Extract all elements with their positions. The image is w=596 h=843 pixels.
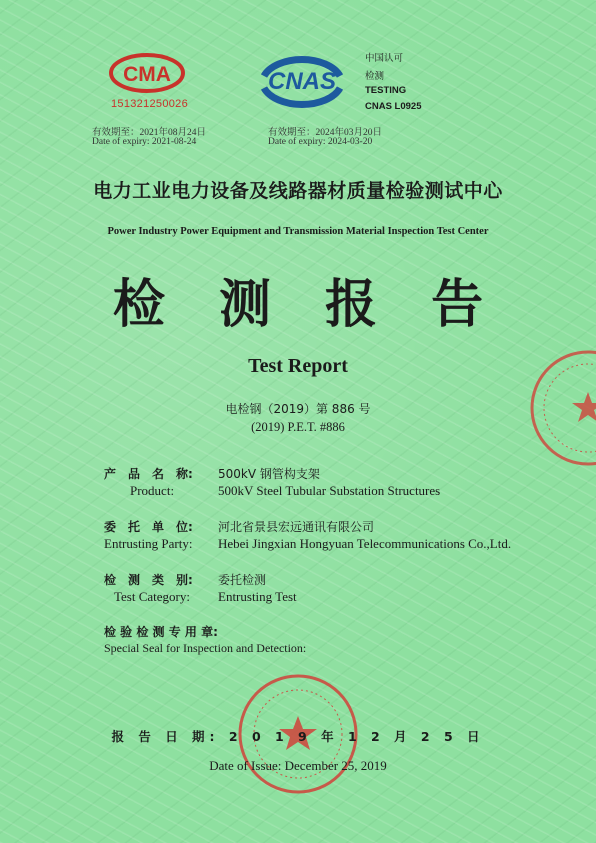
cnas-line-1: 中国认可 bbox=[365, 53, 404, 64]
org-name-en: Power Industry Power Equipment and Transmission Material Inspection Test Center bbox=[107, 226, 489, 237]
cma-number: 151321250026 bbox=[111, 98, 189, 110]
cma-logo-text: CMA bbox=[123, 63, 171, 86]
issue-date-cn: 报 告 日 期: 2 0 1 9 年 1 2 月 2 5 日 bbox=[111, 729, 485, 744]
report-title-en: Test Report bbox=[248, 355, 348, 377]
entrusting-party-label-cn: 委 托 单 位: bbox=[104, 520, 193, 534]
report-number-cn: 电检钢（2019）第 886 号 bbox=[225, 402, 371, 416]
org-name-cn: 电力工业电力设备及线路器材质量检验测试中心 bbox=[93, 180, 503, 202]
entrusting-party-value-en: Hebei Jingxian Hongyuan Telecommunications Co.,Ltd. bbox=[218, 536, 512, 551]
report-number-en: (2019) P.E.T. #886 bbox=[251, 420, 345, 434]
seal-section-label-en: Special Seal for Inspection and Detection: bbox=[104, 641, 307, 655]
edge-seal-stamp bbox=[528, 348, 596, 468]
cnas-expiry-cn: 有效期至：2024年03月20日 bbox=[268, 128, 383, 138]
cnas-line-4: CNAS L0925 bbox=[365, 101, 422, 112]
edge-seal-star-icon bbox=[572, 392, 596, 422]
cma-expiry-en: Date of expiry: 2021-08-24 bbox=[92, 137, 197, 147]
product-value-cn: 500kV 钢管构支架 bbox=[218, 467, 320, 481]
test-category-label-cn: 检 测 类 别: bbox=[104, 573, 193, 587]
issue-date-en: Date of Issue: December 25, 2019 bbox=[209, 758, 387, 773]
entrusting-party-label-en: Entrusting Party: bbox=[104, 536, 193, 551]
test-category-value-cn: 委托检测 bbox=[218, 573, 267, 587]
report-title-cn: 检 测 报 告 bbox=[112, 274, 502, 335]
product-label-cn: 产 品 名 称: bbox=[104, 467, 193, 481]
cma-logo bbox=[108, 52, 186, 94]
cnas-logo bbox=[252, 46, 352, 116]
cma-expiry-cn: 有效期至：2021年08月24日 bbox=[92, 128, 207, 138]
entrusting-party-value-cn: 河北省景县宏远通讯有限公司 bbox=[218, 520, 375, 534]
cnas-expiry-en: Date of expiry: 2024-03-20 bbox=[268, 137, 373, 147]
test-category-value-en: Entrusting Test bbox=[218, 589, 297, 604]
cnas-line-3: TESTING bbox=[365, 85, 407, 96]
seal-section-label-cn: 检 验 检 测 专 用 章: bbox=[104, 625, 218, 639]
test-category-label-en: Test Category: bbox=[114, 589, 190, 604]
product-value-en: 500kV Steel Tubular Substation Structures bbox=[218, 483, 441, 498]
cnas-logo-text: CNAS bbox=[267, 68, 337, 95]
product-label-en: Product: bbox=[130, 483, 175, 498]
cnas-line-2: 检测 bbox=[365, 71, 385, 82]
